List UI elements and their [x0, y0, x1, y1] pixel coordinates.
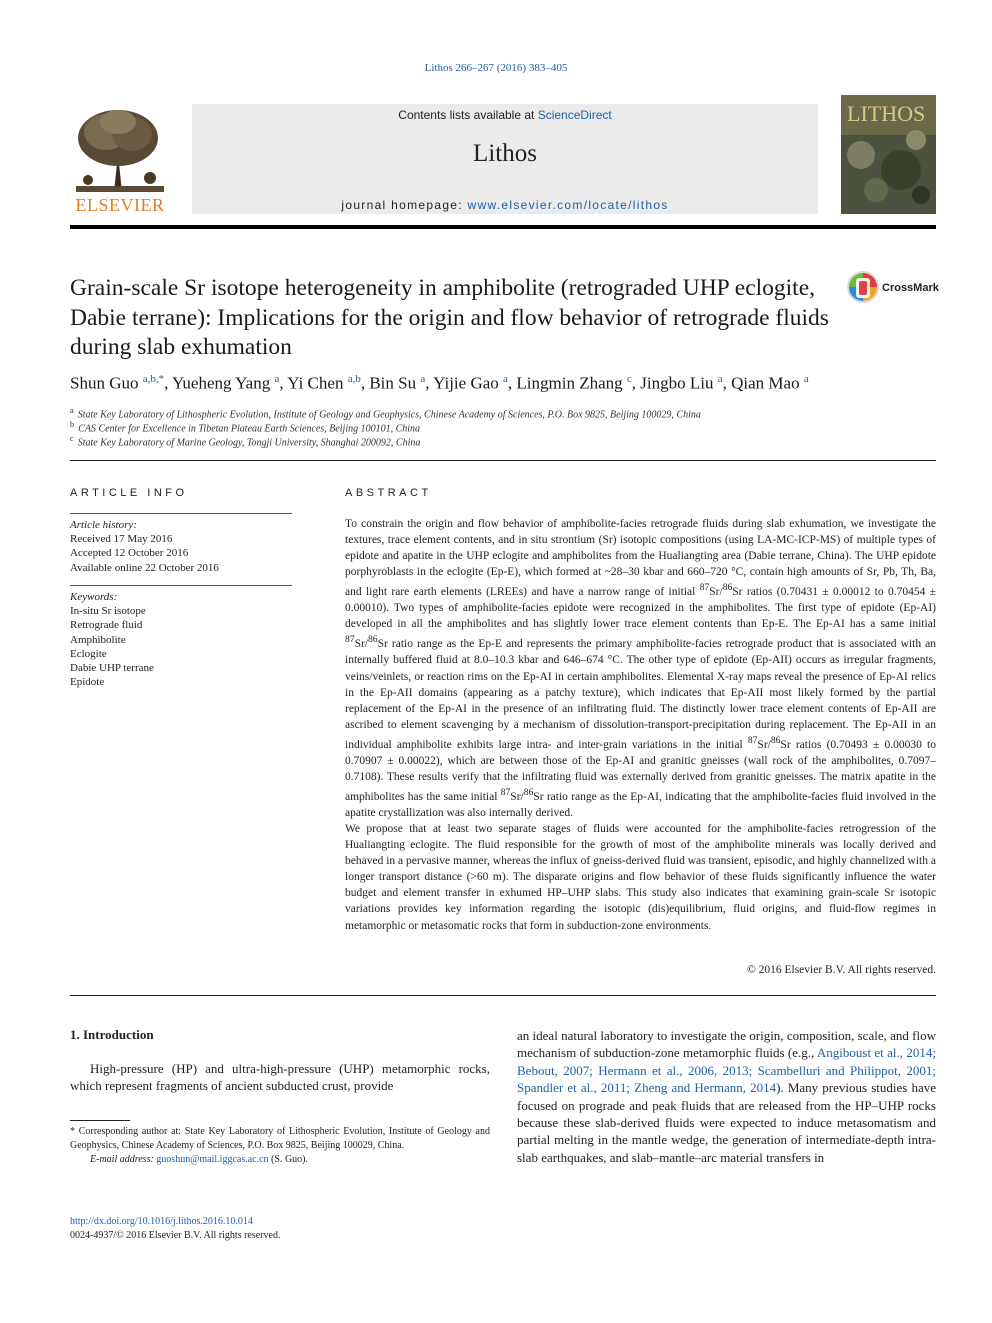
abstract-copyright: © 2016 Elsevier B.V. All rights reserved. [747, 964, 936, 976]
abstract-heading: ABSTRACT [345, 487, 432, 499]
author-affiliation-mark[interactable]: a [503, 373, 508, 385]
keyword: Eclogite [70, 647, 107, 660]
keywords [70, 590, 154, 689]
keyword: Retrograde fluid [70, 619, 143, 632]
author[interactable]: Yi Chen [287, 373, 344, 393]
sciencedirect-link[interactable]: ScienceDirect [537, 108, 612, 122]
author-list: Shun Guo $^{a,b,*}$, Yueheng Yang $^a$, Yi Chen $^{a,b}$, Bin Su $^a$, Yijie Gao $^a$, Lingmin Zhang $^c$, Jingbo Liu $^a$, Qian Mao $^a$ [70, 373, 809, 393]
introduction-left-column: High-pressure (HP) and ultra-high-pressure (UHP) metamorphic rocks, which represent fragments of ancient subducted crust, provide [70, 1061, 490, 1094]
footnote-rule [70, 1120, 130, 1121]
journal-homepage: journal homepage: www.elsevier.com/locate/lithos [341, 198, 669, 212]
history-item: Received 17 May 2016 [70, 533, 173, 546]
keyword: Epidote [70, 676, 105, 689]
doi-block [70, 1215, 280, 1243]
author-affiliation-mark[interactable]: a,b [347, 373, 361, 385]
email-line: E-mail address: guoshun@mail.iggcas.ac.cn (S. Guo). [90, 1154, 308, 1165]
email-link[interactable]: guoshun@mail.iggcas.ac.cn [156, 1154, 269, 1165]
affiliation: $^c$ State Key Laboratory of Marine Geology, Tongji University, Shanghai 200092, China [70, 434, 421, 449]
history-item: Accepted 12 October 2016 [70, 547, 189, 560]
history-label: Article history: [70, 519, 137, 531]
elsevier-tree-icon [66, 104, 174, 196]
journal-banner [192, 104, 818, 214]
elsevier-wordmark: ELSEVIER [75, 195, 165, 215]
crossmark-badge[interactable] [846, 270, 946, 306]
author-affiliation-mark[interactable]: a [274, 373, 280, 385]
author[interactable]: Bin Su [369, 373, 417, 393]
keyword: Amphibolite [70, 633, 126, 646]
keywords-label: Keywords: [70, 591, 118, 603]
author-affiliation-mark[interactable]: a,b,* [142, 373, 165, 385]
corresponding-author-footnote [70, 1125, 490, 1167]
author[interactable]: Shun Guo [70, 373, 139, 393]
abstract-paragraph: We propose that at least two separate stages of fluids were accounted for the amphibolite-facies retrogression of the Hualiangting eclogite. The fluid responsible for the growth of most of the amphibolite minerals was locally derived and behaved in a pervasive manner, whereas the influx of gneiss-derived fluid was transient, episodic, and highly channelized with a longer transport distance (>60 m). The disparate origins and flow behavior of these fluids significantly influence the water budget and element transfer in exhumed HP–UHP slabs. This study also indicates that examining grain-scale Sr isotopic variations provides key information regarding the isotopic (dis)equilibrium, fluid origins, and fluid-flow regimes in metamorphic or metasomatic rocks that form in subduction-zone environments. [345, 823, 936, 932]
article-info-heading: ARTICLE INFO [70, 487, 188, 499]
author-affiliation-mark[interactable]: a [803, 373, 809, 385]
reference-links[interactable]: Angiboust et al., 2014; Bebout, 2007; Hermann et al., 2006, 2013; Scambelluri and Philippot, 2001; Spandler et al., 2011; Zheng and Hermann, 2014 [517, 1045, 936, 1096]
article-title: Grain-scale Sr isotope heterogeneity in amphibolite (retrograded UHP eclogite, Dabie terrane): Implications for the origin and flow behavior of retrograde fluids during slab exhumation [70, 275, 829, 360]
section-divider [70, 460, 936, 461]
journal-name: Lithos [473, 140, 537, 167]
keywords-divider [70, 585, 292, 586]
journal-citation[interactable]: Lithos 266–267 (2016) 383–405 [424, 62, 568, 74]
article-info-divider [70, 513, 292, 514]
doi-link[interactable]: http://dx.doi.org/10.1016/j.lithos.2016.10.014 [70, 1216, 253, 1227]
crossmark-label: CrossMark [882, 282, 939, 294]
introduction-right-column: an ideal natural laboratory to investigate the origin, composition, scale, and flow mechanism of subduction-zone metamorphic fluids (e.g., Angiboust et al., 2014; Bebout, 2007; Hermann et al., 2006, 2013; Scambelluri and Philippot, 2001; Spandler et al., 2011; Zheng and Hermann, 2014). Many previous studies have focused on prograde and peak fluids that are released from the HP–UHP rocks because these slab-derived fluids were expected to induce metasomatism and partial melting in the mantle wedge, the generation of intermediate-depth intra-slab earthquakes, and slab–mantle–arc material transfers in [517, 1028, 936, 1165]
corresponding-author-note: * Corresponding author at: State Key Laboratory of Lithospheric Evolution, Institute of Geology and Geophysics, Chinese Academy of Sciences, P.O. Box 9825, Beijing 100029, China. [70, 1126, 490, 1151]
history-item: Available online 22 October 2016 [70, 561, 219, 574]
abstract-body [345, 516, 936, 934]
issn-line: 0024-4937/© 2016 Elsevier B.V. All rights reserved. [70, 1230, 281, 1241]
author[interactable]: Yijie Gao [433, 373, 499, 393]
homepage-link[interactable]: www.elsevier.com/locate/lithos [467, 198, 669, 212]
author[interactable]: Qian Mao [731, 373, 800, 393]
contents-line: Contents lists available at ScienceDirect [398, 108, 612, 122]
author[interactable]: Lingmin Zhang [516, 373, 623, 393]
keyword: Dabie UHP terrane [70, 662, 154, 675]
abstract-paragraph: To constrain the origin and flow behavior of amphibolite-facies retrograde fluids during slab exhumation, we investigate the textures, trace element contents, and in situ strontium (Sr) isotopic compositions (using LA-MC-ICP-MS) of multiple types of epidote and apatite in the UHP eclogite and amphibolites from the Hualiangting area (Dabie terrane, China). The UHP epidote porphyroblasts in the eclogite (Ep-E), which formed at ~28–30 kbar and 660–720 °C, contain high amounts of Sr, Pb, Th, Ba, and light rare earth elements (LREEs) and have a narrow range of initial $^{87}$Sr/$^{86}$Sr ratios (0.70431 ± 0.00012 to 0.70454 ± 0.00010). Two types of amphibolite-facies epidote were recognized in the amphibolites. The first type of epidote (Ep-AI) developed in all the amphibolites and has slightly lower trace element contents than Ep-E. The Ep-AI has a same initial $^{87}$Sr/$^{86}$Sr ratio range as the Ep-E and represents the primary amphibolite-facies retrograde product that is associated with an internally buffered fluid at 8.0–10.3 kbar and 646–674 °C. The other type of epidote (Ep-AII) occurs as irregular fragments, veins/veinlets, or reaction rims on the Ep-AI in certain amphibolites. Elemental X-ray maps reveal the presence of Ep-AI relics in the Ep-AII domains (appearing as a patchy texture), which indicates that Ep-AII most likely formed by the partial replacement of the Ep-AI in the presence of an infiltrating fluid. The distinctly lower trace element contents of Ep-AII are ascribed to element scavenging by a mechanism of dissolution-transport-precipitation during replacement. The Ep-AII in an individual amphibolite exhibits large intra- and inter-grain variations in the initial $^{87}$Sr/$^{86}$Sr ratios (0.70493 ± 0.00030 to 0.70907 ± 0.00022), which are between those of the Ep-AI and granitic gneisses (wall rock of the amphibolites, 0.7097–0.7108). These results verify that the infiltrating fluid was externally derived from granitic gneisses. The matrix apatite in the amphibolites has the same initial $^{87}$Sr/$^{86}$Sr ratio range as the Ep-AI, indicating that the amphibolite-facies fluid involved in the apatite crystallization was also internally derived. [345, 518, 937, 819]
keyword: In-situ Sr isotope [70, 605, 146, 618]
crossmark-icon [846, 270, 880, 304]
author-affiliation-mark[interactable]: c [626, 373, 632, 385]
cover-image [841, 95, 936, 214]
section-divider [70, 995, 936, 996]
article-history [70, 518, 219, 575]
affiliation: $^a$ State Key Laboratory of Lithospheric Evolution, Institute of Geology and Geophysics, Chinese Academy of Sciences, P.O. Box 9825, Beijing 100029, China [70, 406, 701, 421]
author-affiliation-mark[interactable]: a [420, 373, 426, 385]
author[interactable]: Yueheng Yang [172, 373, 271, 393]
introduction-heading: 1. Introduction [70, 1027, 154, 1042]
author[interactable]: Jingbo Liu [640, 373, 714, 393]
journal-cover-image[interactable] [841, 95, 936, 214]
author-affiliation-mark[interactable]: a [717, 373, 723, 385]
affiliation: $^b$ CAS Center for Excellence in Tibetan Plateau Earth Sciences, Beijing 100101, China [70, 420, 421, 435]
elsevier-logo[interactable] [66, 104, 174, 216]
header-divider [70, 225, 936, 229]
svg-text:LITHOS: LITHOS [847, 101, 926, 126]
